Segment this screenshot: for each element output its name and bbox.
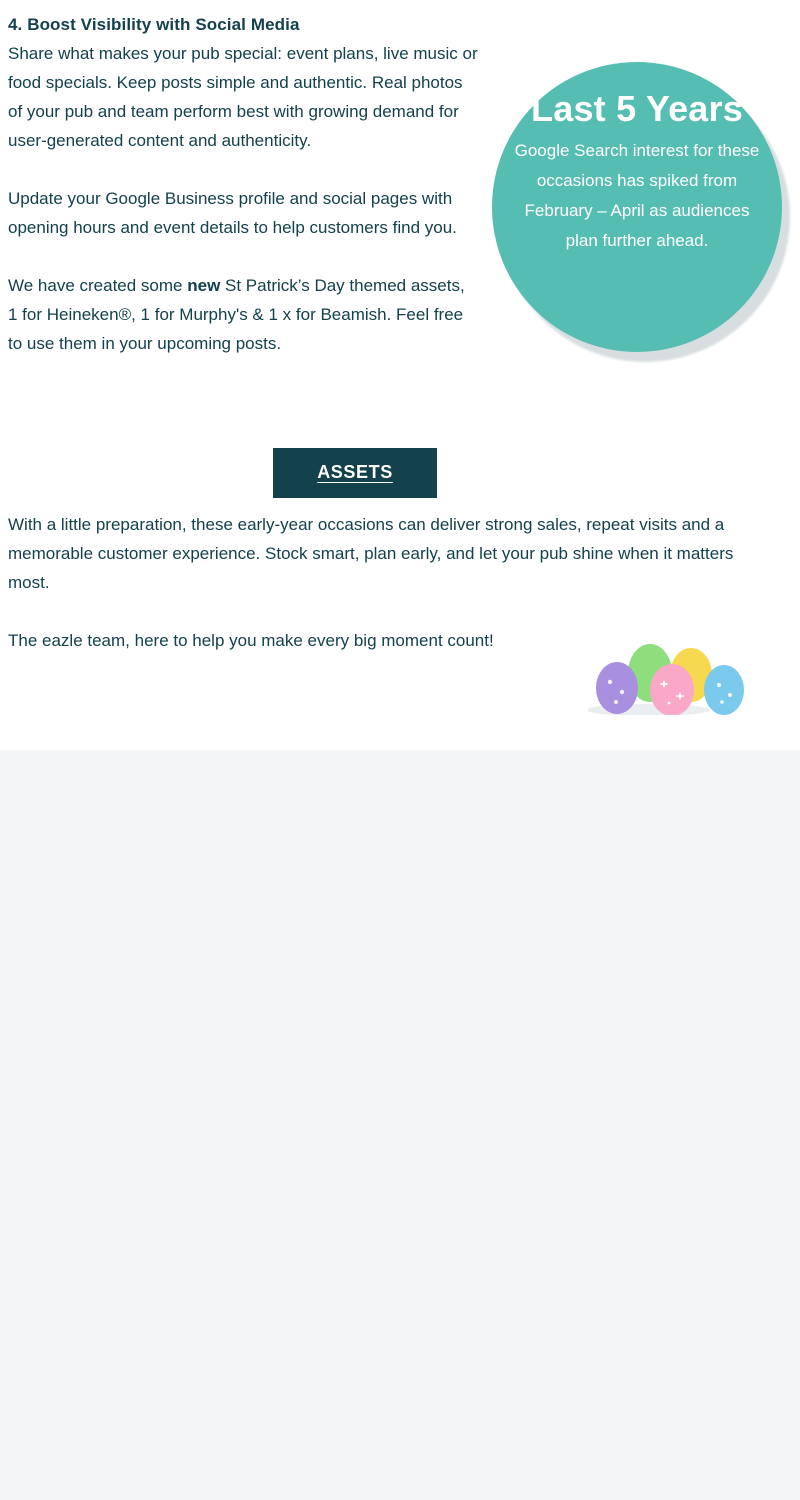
assets-button[interactable]: ASSETS [273, 448, 437, 498]
paragraph-new-assets [8, 271, 478, 358]
paragraph-social-media: Share what makes your pub special: event plans, live music or food specials. Keep posts simple and authentic. Real photos of your pub and team perform best with growing demand for user-generated content and authenticity. [8, 43, 478, 150]
section-heading: 4. Boost Visibility with Social Media [8, 15, 300, 34]
paragraph-signoff: The eazle team, here to help you make every big moment count! [8, 631, 494, 650]
paragraph-new-assets-suffix: St Patrick’s Day themed assets, 1 for Heineken®, 1 for Murphy's & 1 x for Beamish. Feel free to use them in your upcoming posts. [8, 275, 465, 353]
stat-badge-title: Last 5 Years [531, 88, 743, 129]
paragraph-closing-advice: With a little preparation, these early-year occasions can deliver strong sales, repeat visits and a memorable customer experience. Stock smart, plan early, and let your pub shine when it matters most. [8, 515, 734, 592]
paragraph-new-assets-prefix: We have created some [8, 275, 188, 295]
closing-text [8, 510, 778, 655]
stat-badge [488, 58, 788, 378]
assets-button-row [0, 448, 710, 498]
easter-eggs-illustration [588, 640, 768, 715]
footer-band [0, 750, 800, 1500]
paragraph-new-assets-emphasis: new [187, 275, 221, 295]
stat-badge-circle [492, 62, 782, 352]
stat-badge-subtitle: Google Search interest for these occasions has spiked from February – April as audiences plan further ahead. [514, 141, 760, 250]
article-text-column [8, 14, 478, 358]
paragraph-google-profile: Update your Google Business profile and social pages with opening hours and event details to help customers find you. [8, 188, 457, 237]
